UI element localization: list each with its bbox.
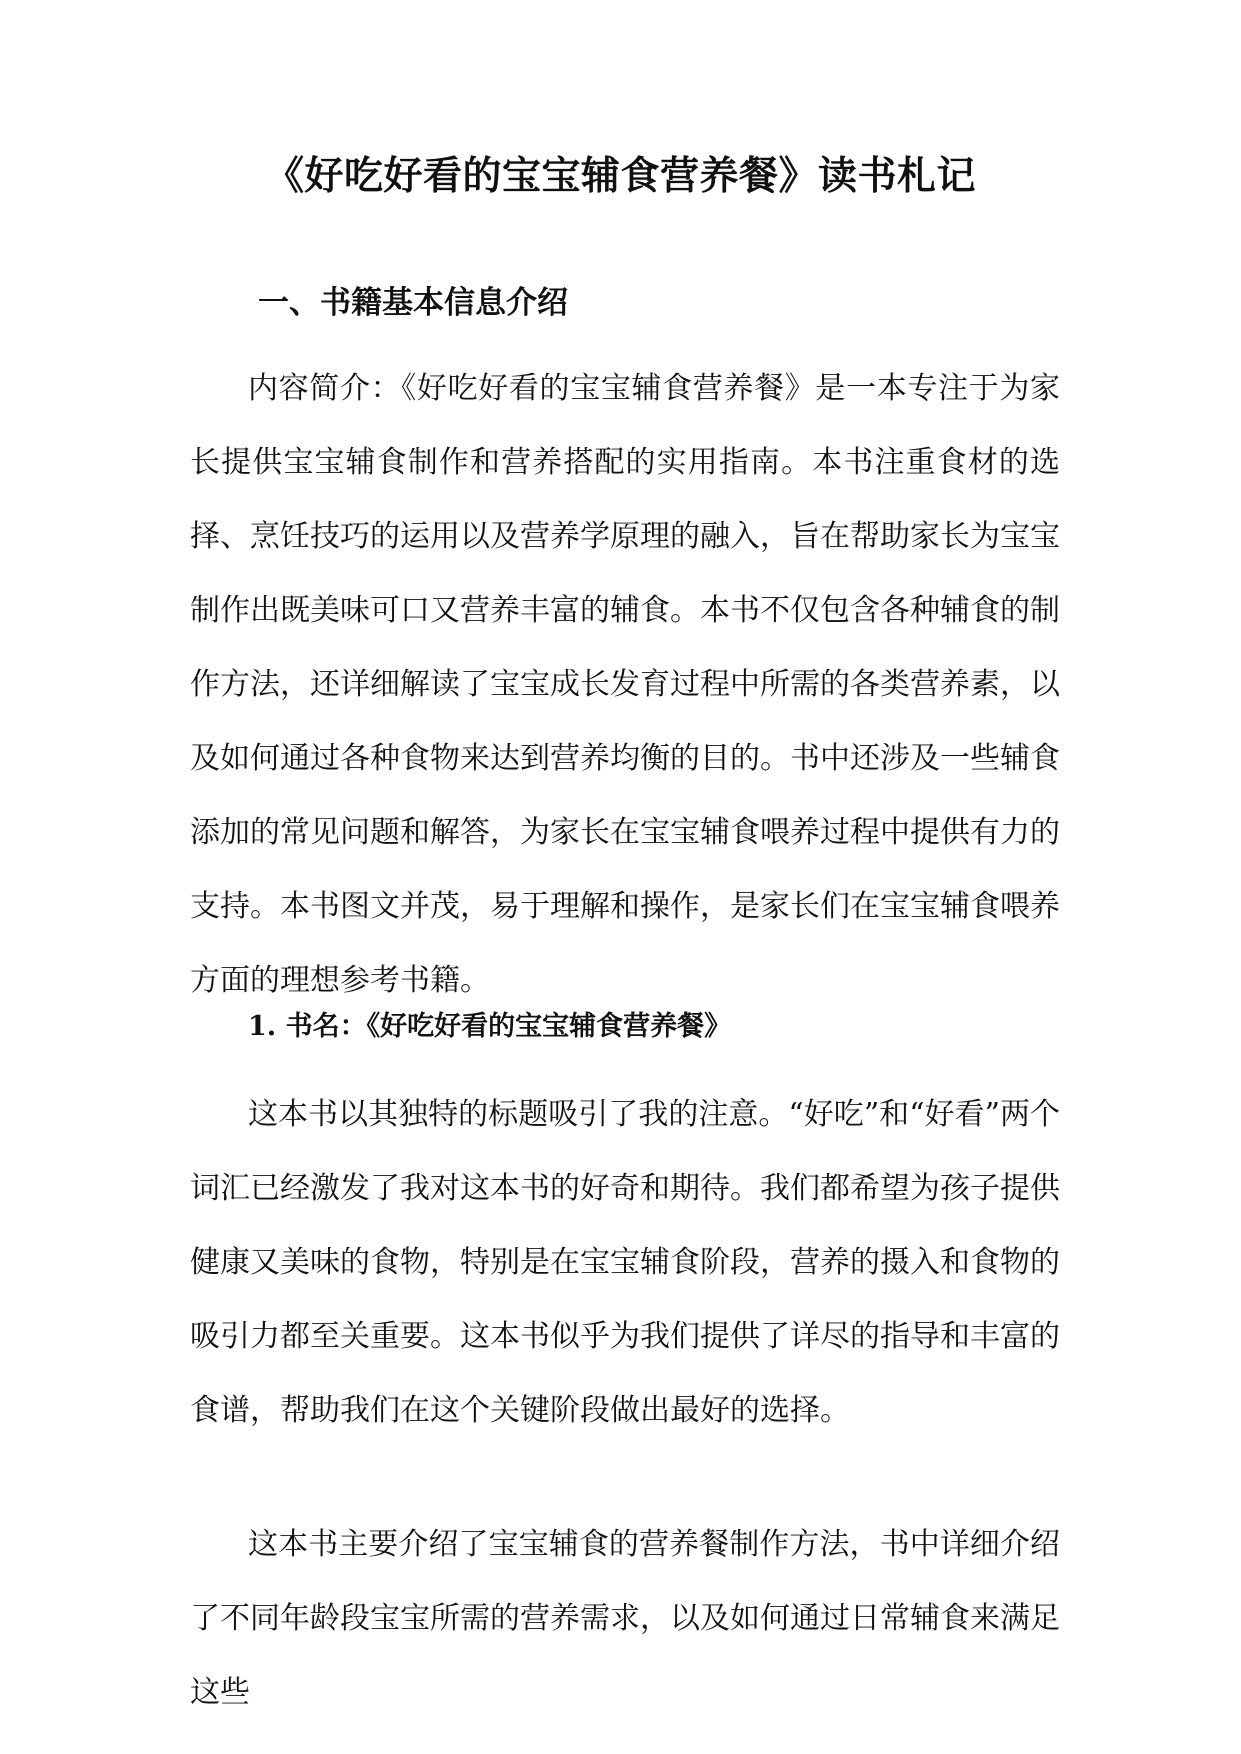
subsection-heading-book-title: 1. 书名：《好吃好看的宝宝辅食营养餐》 [248, 1011, 732, 1042]
intro-paragraph: 内容简介：《好吃好看的宝宝辅食营养餐》是一本专注于为家长提供宝宝辅食制作和营养搭配的实用指南。本书注重食材的选择、烹饪技巧的运用以及营养学原理的融入，旨在帮助家长为宝宝制作出既美味可口又营养丰富的辅食。本书不仅包含各种辅食的制作方法，还详细解读了宝宝成长发育过程中所需的各类营养素，以及如何通过各种食物来达到营养均衡的目的。书中还涉及一些辅食添加的常见问题和解答，为家长在宝宝辅食喂养过程中提供有力的支持。本书图文并茂，易于理解和操作，是家长们在宝宝辅食喂养方面的理想参考书籍。 [190, 371, 1060, 998]
body-paragraph-main-content: 这本书主要介绍了宝宝辅食的营养餐制作方法，书中详细介绍了不同年龄段宝宝所需的营养需求，以及如何通过日常辅食来满足这些 [190, 1527, 1060, 1710]
document-title: 《好吃好看的宝宝辅食营养餐》读书札记 [264, 153, 976, 199]
body-paragraph-title-impression: 这本书以其独特的标题吸引了我的注意。“好吃”和“好看”两个词汇已经激发了我对这本书的好奇和期待。我们都希望为孩子提供健康又美味的食物，特别是在宝宝辅食阶段，营养的摄入和食物的吸引力都至关重要。这本书似乎为我们提供了详尽的指导和丰富的食谱，帮助我们在这个关键阶段做出最好的选择。 [190, 1097, 1060, 1428]
section-heading-book-info: 一、书籍基本信息介绍 [258, 285, 568, 321]
